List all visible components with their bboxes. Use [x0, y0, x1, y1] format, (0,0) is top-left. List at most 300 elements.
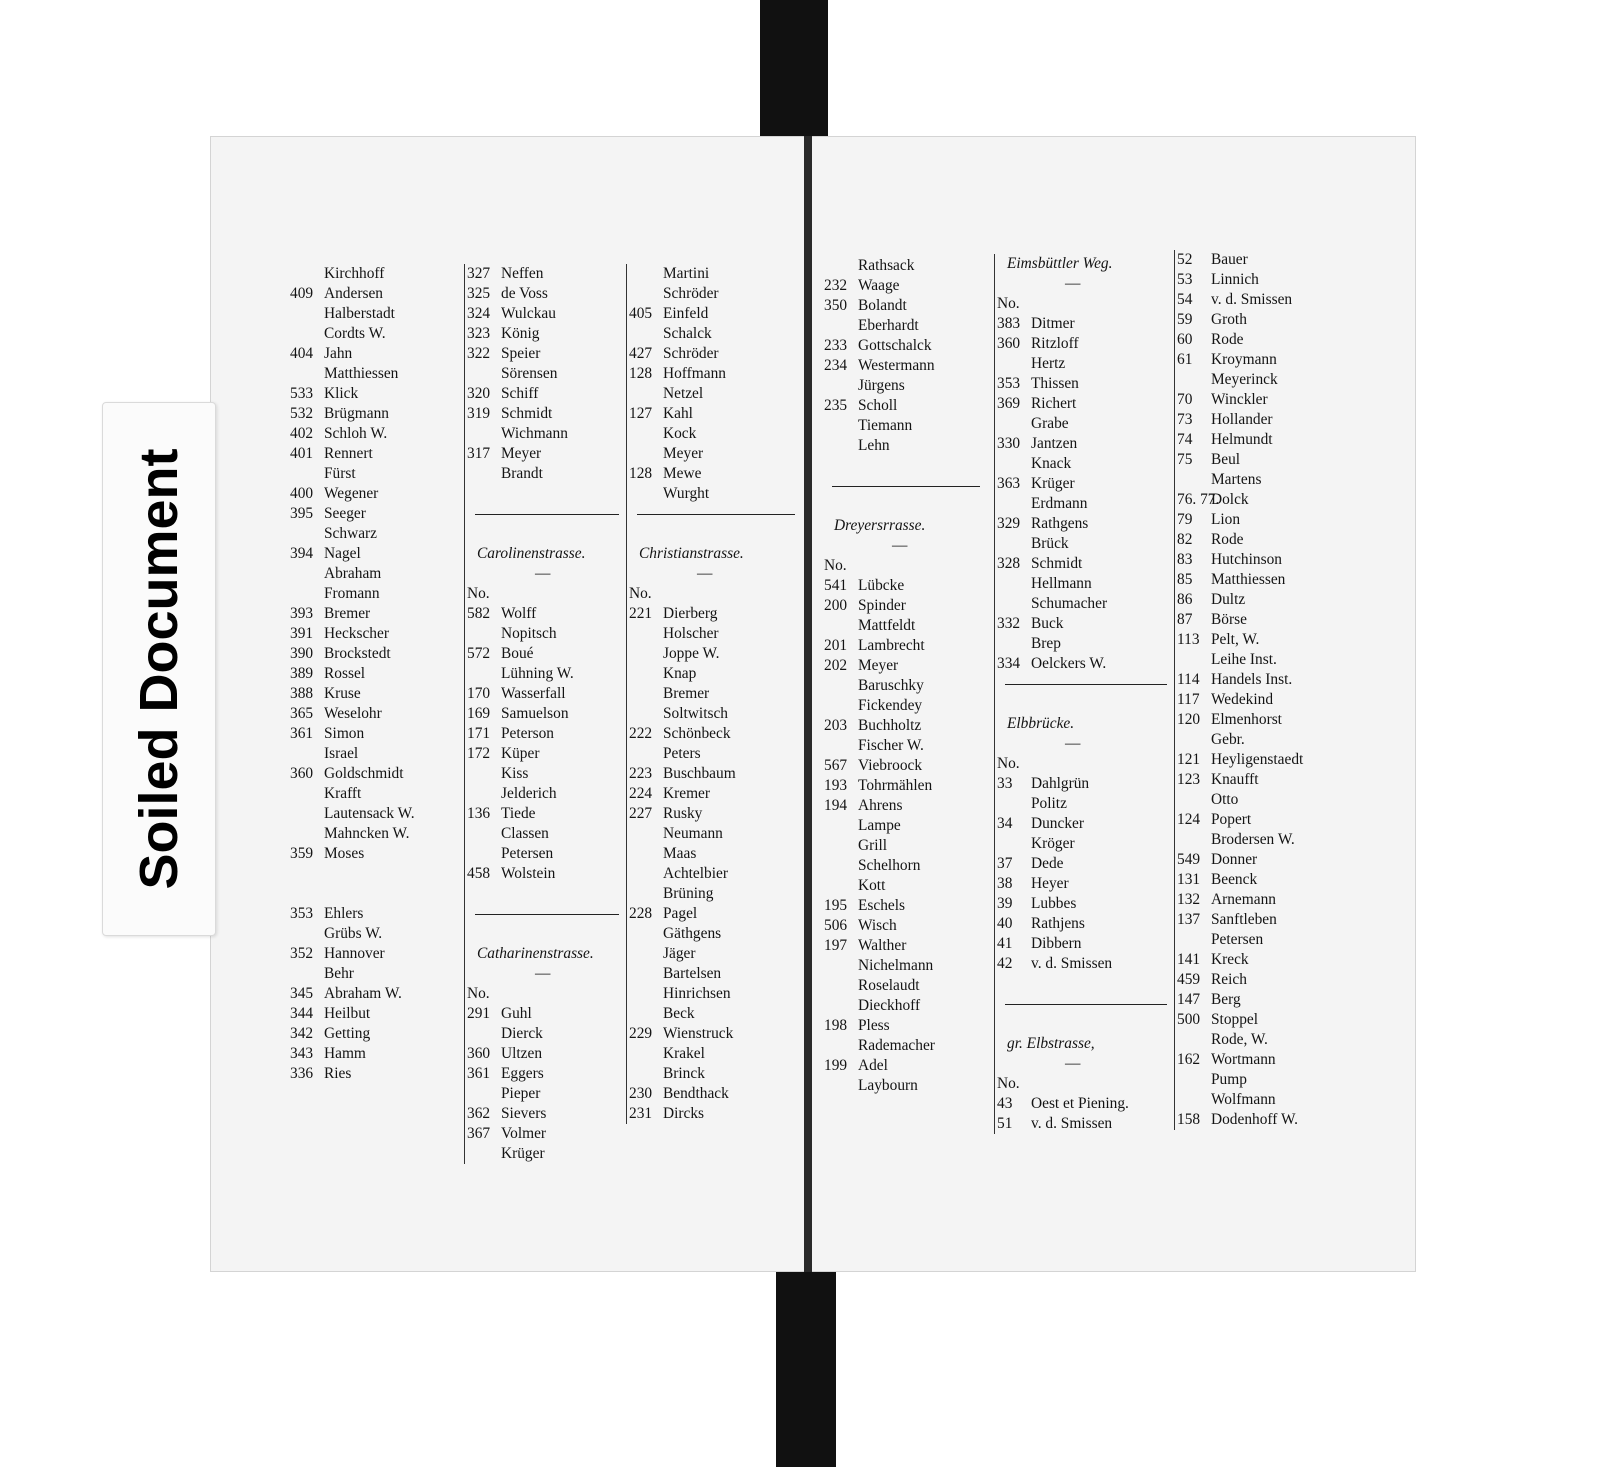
directory-entry	[997, 434, 1173, 454]
directory-entry-continued: Erdmann	[1031, 495, 1088, 512]
directory-entry	[629, 1104, 801, 1124]
directory-entry	[997, 374, 1173, 394]
house-number: 404	[290, 345, 314, 362]
resident-name: Peterson	[501, 725, 555, 742]
resident-name: Lubbes	[1031, 895, 1077, 912]
resident-name: Börse	[1211, 611, 1247, 628]
house-number: 317	[467, 445, 491, 462]
directory-entry	[824, 396, 986, 416]
directory-entry	[290, 724, 460, 744]
house-number: 350	[824, 297, 848, 314]
directory-column-1	[290, 264, 460, 1084]
directory-entry-continued: Fromann	[324, 585, 380, 602]
directory-entry	[629, 724, 801, 744]
house-number: 37	[997, 855, 1013, 872]
directory-entry-continued: Brep	[1031, 635, 1061, 652]
resident-name: Hollander	[1211, 411, 1273, 428]
directory-entry-continued: Brück	[1031, 535, 1069, 552]
house-number: 169	[467, 705, 491, 722]
house-number: 222	[629, 725, 653, 742]
resident-name: Eschels	[858, 897, 906, 914]
directory-entry-continued: Grübs W.	[324, 925, 383, 942]
directory-entry-continued: Wolfmann	[1211, 1091, 1276, 1108]
binding-strip-top	[760, 0, 828, 140]
directory-entry	[467, 284, 625, 304]
directory-entry-continued: Kock	[663, 425, 697, 442]
resident-name: Pelt, W.	[1211, 631, 1260, 648]
house-number: 336	[290, 1065, 314, 1082]
directory-entry	[997, 874, 1173, 894]
directory-entry	[1177, 290, 1377, 310]
resident-name: Jahn	[324, 345, 353, 362]
directory-entry-continued: Brandt	[501, 465, 543, 482]
street-heading: Eimsbüttler Weg.	[1007, 255, 1113, 272]
directory-entry-continued: Fickendey	[858, 697, 923, 714]
heading-dash: —	[1065, 735, 1081, 752]
directory-entry-continued: Mahncken W.	[324, 825, 410, 842]
house-number: 223	[629, 765, 653, 782]
directory-entry	[824, 576, 986, 596]
house-number: 137	[1177, 911, 1201, 928]
resident-name: Pless	[858, 1017, 890, 1034]
directory-entry	[467, 1064, 625, 1084]
directory-entry	[1177, 450, 1377, 470]
resident-name: Rathgens	[1031, 515, 1089, 532]
house-number: 388	[290, 685, 314, 702]
house-number: 541	[824, 577, 848, 594]
directory-entry-continued: Brüning	[663, 885, 714, 902]
directory-entry	[997, 774, 1173, 794]
directory-entry	[467, 744, 625, 764]
directory-entry	[1177, 850, 1377, 870]
directory-entry-continued: Kirchhoff	[324, 265, 385, 282]
directory-entry	[1177, 810, 1377, 830]
directory-entry-continued: Israel	[324, 745, 359, 762]
house-number: 114	[1177, 671, 1200, 688]
house-number: 40	[997, 915, 1013, 932]
directory-entry-continued: Soltwitsch	[663, 705, 728, 722]
directory-entry	[1177, 950, 1377, 970]
house-number: 572	[467, 645, 491, 662]
house-number: 202	[824, 657, 848, 674]
resident-name: Andersen	[324, 285, 383, 302]
resident-name: Spinder	[858, 597, 906, 614]
house-number: 70	[1177, 391, 1193, 408]
house-number: 85	[1177, 571, 1193, 588]
resident-name: Dierberg	[663, 605, 718, 622]
resident-name: Rossel	[324, 665, 366, 682]
resident-name: Ahrens	[858, 797, 903, 814]
heading-dash: —	[535, 565, 551, 582]
house-number: 43	[997, 1095, 1013, 1112]
spacer	[290, 864, 460, 884]
house-number: 162	[1177, 1051, 1201, 1068]
directory-entry-continued: Hinrichsen	[663, 985, 731, 1002]
directory-entry	[1177, 550, 1377, 570]
directory-entry	[290, 1044, 460, 1064]
number-header: No.	[997, 295, 1020, 312]
resident-name: Guhl	[501, 1005, 532, 1022]
resident-name: Klick	[324, 385, 359, 402]
directory-entry-continued: Dierck	[501, 1025, 543, 1042]
house-number: 232	[824, 277, 848, 294]
directory-entry-continued: Wichmann	[501, 425, 568, 442]
house-number: 393	[290, 605, 314, 622]
resident-name: Adel	[858, 1057, 888, 1074]
directory-entry	[1177, 330, 1377, 350]
house-number: 158	[1177, 1111, 1201, 1128]
house-number: 86	[1177, 591, 1193, 608]
resident-name: v. d. Smissen	[1031, 955, 1113, 972]
directory-entry-continued: Fischer W.	[858, 737, 924, 754]
house-number: 201	[824, 637, 848, 654]
house-number: 383	[997, 315, 1021, 332]
directory-entry-continued: Sörensen	[501, 365, 558, 382]
directory-entry	[824, 896, 986, 916]
resident-name: Popert	[1211, 811, 1252, 828]
directory-entry-continued: Jäger	[663, 945, 696, 962]
house-number: 324	[467, 305, 491, 322]
house-number: 54	[1177, 291, 1193, 308]
directory-entry	[1177, 1010, 1377, 1030]
directory-entry	[997, 614, 1173, 634]
directory-entry-continued: Meyerinck	[1211, 371, 1278, 388]
house-number: 227	[629, 805, 653, 822]
resident-name: Westermann	[858, 357, 935, 374]
directory-entry	[997, 314, 1173, 334]
directory-entry	[290, 384, 460, 404]
directory-entry	[997, 1094, 1173, 1114]
directory-entry-continued: Petersen	[1211, 931, 1264, 948]
directory-entry-continued: Petersen	[501, 845, 554, 862]
directory-entry-continued: Tiemann	[858, 417, 913, 434]
directory-entry-continued: Abraham	[324, 565, 382, 582]
resident-name: Brügmann	[324, 405, 389, 422]
resident-name: Oest et Piening.	[1031, 1095, 1129, 1112]
resident-name: Boué	[501, 645, 534, 662]
open-book	[210, 136, 1416, 1272]
directory-entry-continued: Martini	[663, 265, 710, 282]
directory-entry	[1177, 970, 1377, 990]
directory-entry	[824, 1016, 986, 1036]
directory-entry-continued: Schalck	[663, 325, 712, 342]
directory-entry	[1177, 990, 1377, 1010]
directory-entry	[824, 796, 986, 816]
directory-entry	[997, 514, 1173, 534]
section-rule	[467, 504, 625, 524]
house-number: 230	[629, 1085, 653, 1102]
house-number: 343	[290, 1045, 314, 1062]
directory-entry	[290, 764, 460, 784]
spacer	[997, 1014, 1173, 1034]
resident-name: Lambrecht	[858, 637, 925, 654]
directory-entry	[997, 934, 1173, 954]
resident-name: Jantzen	[1031, 435, 1078, 452]
house-number: 342	[290, 1025, 314, 1042]
directory-entry-continued: Dieckhoff	[858, 997, 921, 1014]
directory-entry-continued: Hertz	[1031, 355, 1066, 372]
house-number: 532	[290, 405, 314, 422]
house-number: 458	[467, 865, 491, 882]
house-number: 291	[467, 1005, 491, 1022]
directory-entry	[629, 304, 801, 324]
directory-entry-continued: Laybourn	[858, 1077, 918, 1094]
directory-entry-continued: Pump	[1211, 1071, 1247, 1088]
house-number: 367	[467, 1125, 491, 1142]
house-number: 394	[290, 545, 314, 562]
directory-entry-continued: Kiss	[501, 765, 529, 782]
house-number: 197	[824, 937, 848, 954]
section-rule	[997, 674, 1173, 694]
resident-name: König	[501, 325, 540, 342]
directory-entry	[1177, 710, 1377, 730]
house-number: 362	[467, 1105, 491, 1122]
house-number: 229	[629, 1025, 653, 1042]
resident-name: Bendthack	[663, 1085, 729, 1102]
house-number: 147	[1177, 991, 1201, 1008]
directory-entry	[467, 864, 625, 884]
resident-name: Dibbern	[1031, 935, 1082, 952]
directory-entry-continued: Politz	[1031, 795, 1067, 812]
directory-entry	[290, 344, 460, 364]
soiled-document-text: Soiled Document	[129, 448, 189, 890]
resident-name: Waage	[858, 277, 900, 294]
house-number: 402	[290, 425, 314, 442]
resident-name: Tohrmählen	[858, 777, 933, 794]
directory-entry	[997, 854, 1173, 874]
resident-name: Heilbut	[324, 1005, 371, 1022]
directory-entry-continued: Wurght	[663, 485, 710, 502]
resident-name: Samuelson	[501, 705, 569, 722]
resident-name: v. d. Smissen	[1211, 291, 1293, 308]
directory-entry-continued: Peters	[663, 745, 701, 762]
directory-entry	[824, 716, 986, 736]
directory-entry	[467, 344, 625, 364]
directory-entry	[997, 334, 1173, 354]
directory-entry	[629, 404, 801, 424]
directory-entry-continued: Halberstadt	[324, 305, 395, 322]
house-number: 53	[1177, 271, 1193, 288]
directory-entry	[467, 324, 625, 344]
resident-name: Speier	[501, 345, 541, 362]
house-number: 228	[629, 905, 653, 922]
house-number: 549	[1177, 851, 1201, 868]
directory-entry	[467, 704, 625, 724]
resident-name: Wasserfall	[501, 685, 566, 702]
resident-name: Helmundt	[1211, 431, 1273, 448]
directory-entry-continued: Rode, W.	[1211, 1031, 1268, 1048]
house-number: 390	[290, 645, 314, 662]
directory-entry-continued: Brodersen W.	[1211, 831, 1295, 848]
resident-name: Reich	[1211, 971, 1247, 988]
spacer	[997, 694, 1173, 714]
directory-entry	[290, 404, 460, 424]
directory-entry	[467, 644, 625, 664]
directory-entry	[824, 1056, 986, 1076]
book-gutter	[804, 136, 812, 1272]
heading-dash: —	[697, 565, 713, 582]
directory-entry	[1177, 570, 1377, 590]
number-header: No.	[467, 985, 490, 1002]
directory-entry-continued: Lühning W.	[501, 665, 574, 682]
directory-entry	[467, 604, 625, 624]
street-heading: Carolinenstrasse.	[477, 545, 586, 562]
house-number: 74	[1177, 431, 1193, 448]
binding-strip-bottom	[776, 1268, 836, 1467]
directory-entry	[290, 664, 460, 684]
street-heading: Elbbrücke.	[1007, 715, 1075, 732]
directory-entry	[1177, 590, 1377, 610]
directory-entry	[1177, 1110, 1377, 1130]
directory-entry-continued: Otto	[1211, 791, 1239, 808]
directory-column-2	[464, 264, 625, 1164]
house-number: 121	[1177, 751, 1201, 768]
directory-entry-continued: Eberhardt	[858, 317, 919, 334]
directory-entry	[290, 1004, 460, 1024]
house-number: 353	[290, 905, 314, 922]
house-number: 75	[1177, 451, 1193, 468]
directory-entry	[290, 904, 460, 924]
resident-name: Beenck	[1211, 871, 1258, 888]
resident-name: Thissen	[1031, 375, 1079, 392]
resident-name: Heyligenstaedt	[1211, 751, 1304, 768]
section-rule	[997, 994, 1173, 1014]
house-number: 332	[997, 615, 1021, 632]
directory-entry-continued: Schwarz	[324, 525, 377, 542]
resident-name: Handels Inst.	[1211, 671, 1293, 688]
house-number: 322	[467, 345, 491, 362]
directory-entry-continued: Meyer	[663, 445, 704, 462]
directory-entry	[1177, 270, 1377, 290]
house-number: 401	[290, 445, 314, 462]
resident-name: Linnich	[1211, 271, 1259, 288]
house-number: 582	[467, 605, 491, 622]
directory-entry	[467, 804, 625, 824]
spacer	[997, 974, 1173, 994]
resident-name: Beul	[1211, 451, 1241, 468]
directory-entry	[290, 844, 460, 864]
resident-name: Elmenhorst	[1211, 711, 1282, 728]
directory-entry-continued: Grill	[858, 837, 888, 854]
directory-entry	[290, 424, 460, 444]
directory-entry-continued: Bartelsen	[663, 965, 722, 982]
street-heading: Catharinenstrasse.	[477, 945, 594, 962]
house-number: 38	[997, 875, 1013, 892]
directory-entry	[467, 684, 625, 704]
house-number: 353	[997, 375, 1021, 392]
street-heading: gr. Elbstrasse,	[1007, 1035, 1095, 1052]
resident-name: Krüger	[1031, 475, 1075, 492]
house-number: 459	[1177, 971, 1201, 988]
house-number: 128	[629, 465, 653, 482]
directory-entry	[997, 554, 1173, 574]
directory-entry	[824, 916, 986, 936]
house-number: 200	[824, 597, 848, 614]
resident-name: Nagel	[324, 545, 361, 562]
house-number: 87	[1177, 611, 1193, 628]
directory-entry-continued: Schelhorn	[858, 857, 921, 874]
house-number: 365	[290, 705, 314, 722]
resident-name: Moses	[324, 845, 365, 862]
house-number: 323	[467, 325, 491, 342]
directory-entry-continued: Mattfeldt	[858, 617, 916, 634]
house-number: 352	[290, 945, 314, 962]
house-number: 141	[1177, 951, 1201, 968]
resident-name: Rennert	[324, 445, 373, 462]
spacer	[824, 496, 986, 516]
heading-dash: —	[892, 537, 908, 554]
heading-dash: —	[1065, 1055, 1081, 1072]
resident-name: Rusky	[663, 805, 703, 822]
resident-name: Buchholtz	[858, 717, 922, 734]
resident-name: Knaufft	[1211, 771, 1259, 788]
house-number: 59	[1177, 311, 1193, 328]
resident-name: Dede	[1031, 855, 1064, 872]
directory-entry-continued: Nichelmann	[858, 957, 934, 974]
directory-entry	[629, 1084, 801, 1104]
directory-entry	[629, 364, 801, 384]
resident-name: Wienstruck	[663, 1025, 734, 1042]
resident-name: Ditmer	[1031, 315, 1075, 332]
directory-entry	[467, 1004, 625, 1024]
directory-entry	[290, 504, 460, 524]
directory-entry	[1177, 910, 1377, 930]
house-number: 171	[467, 725, 491, 742]
spacer	[824, 456, 986, 476]
house-number: 329	[997, 515, 1021, 532]
directory-entry	[290, 1064, 460, 1084]
house-number: 334	[997, 655, 1021, 672]
house-number: 320	[467, 385, 491, 402]
resident-name: Hannover	[324, 945, 385, 962]
resident-name: Wedekind	[1211, 691, 1274, 708]
resident-name: Kahl	[663, 405, 693, 422]
house-number: 73	[1177, 411, 1193, 428]
directory-entry-continued: Knack	[1031, 455, 1072, 472]
resident-name: Goldschmidt	[324, 765, 404, 782]
directory-entry	[997, 1114, 1173, 1134]
directory-entry-continued: Pieper	[501, 1085, 541, 1102]
house-number: 224	[629, 785, 653, 802]
directory-entry-continued: Hellmann	[1031, 575, 1092, 592]
directory-entry	[997, 814, 1173, 834]
directory-entry	[467, 404, 625, 424]
house-number: 234	[824, 357, 848, 374]
directory-entry	[1177, 390, 1377, 410]
resident-name: Dultz	[1211, 591, 1246, 608]
directory-entry	[1177, 350, 1377, 370]
house-number: 195	[824, 897, 848, 914]
directory-entry	[467, 264, 625, 284]
resident-name: Bremer	[324, 605, 371, 622]
directory-column-3	[626, 264, 801, 1124]
house-number: 79	[1177, 511, 1193, 528]
house-number: 325	[467, 285, 491, 302]
house-number: 33	[997, 775, 1013, 792]
directory-entry	[629, 604, 801, 624]
directory-entry-continued: Netzel	[663, 385, 704, 402]
directory-entry	[290, 644, 460, 664]
directory-entry	[1177, 1050, 1377, 1070]
section-rule	[629, 504, 801, 524]
directory-entry-continued: Schröder	[663, 285, 719, 302]
directory-entry	[1177, 890, 1377, 910]
resident-name: Mewe	[663, 465, 702, 482]
spacer	[290, 884, 460, 904]
house-number: 136	[467, 805, 491, 822]
resident-name: Sanftleben	[1211, 911, 1277, 928]
directory-entry	[290, 444, 460, 464]
